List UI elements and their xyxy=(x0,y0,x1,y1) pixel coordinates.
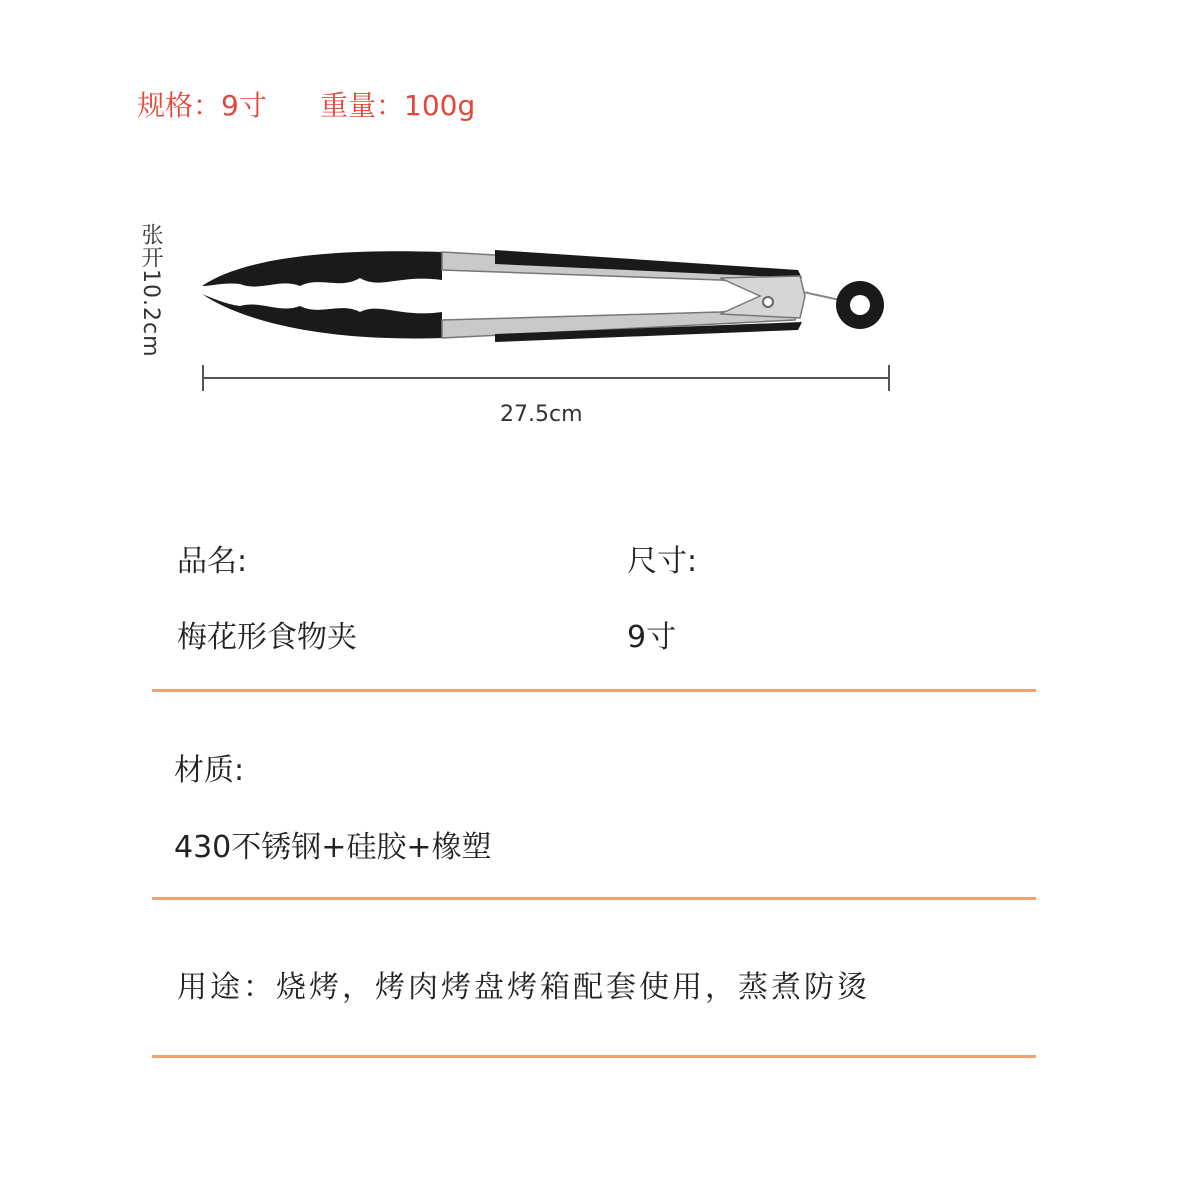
length-dimension-cap-left xyxy=(202,365,204,391)
material-value: 430不锈钢+硅胶+橡塑 xyxy=(174,830,492,865)
divider xyxy=(152,897,1036,900)
size-label: 尺寸: xyxy=(627,544,698,579)
spec-size: 规格：9寸 xyxy=(137,89,267,122)
length-label: 27.5cm xyxy=(500,402,583,427)
divider xyxy=(152,689,1036,692)
size-value: 9寸 xyxy=(627,620,677,655)
food-tongs-icon xyxy=(200,230,900,350)
usage-text: 用途：烧烤，烤肉烤盘烤箱配套使用，蒸煮防烫 xyxy=(177,970,870,1005)
name-value: 梅花形食物夹 xyxy=(177,620,357,655)
material-label: 材质: xyxy=(174,753,245,788)
name-label: 品名: xyxy=(177,544,248,579)
divider xyxy=(152,1055,1036,1058)
length-dimension-cap-right xyxy=(888,365,890,391)
open-width-label: 张开10.2cm xyxy=(138,223,163,358)
length-dimension-line xyxy=(202,377,890,379)
spec-weight: 重量：100g xyxy=(320,89,476,122)
product-illustration xyxy=(130,205,930,445)
